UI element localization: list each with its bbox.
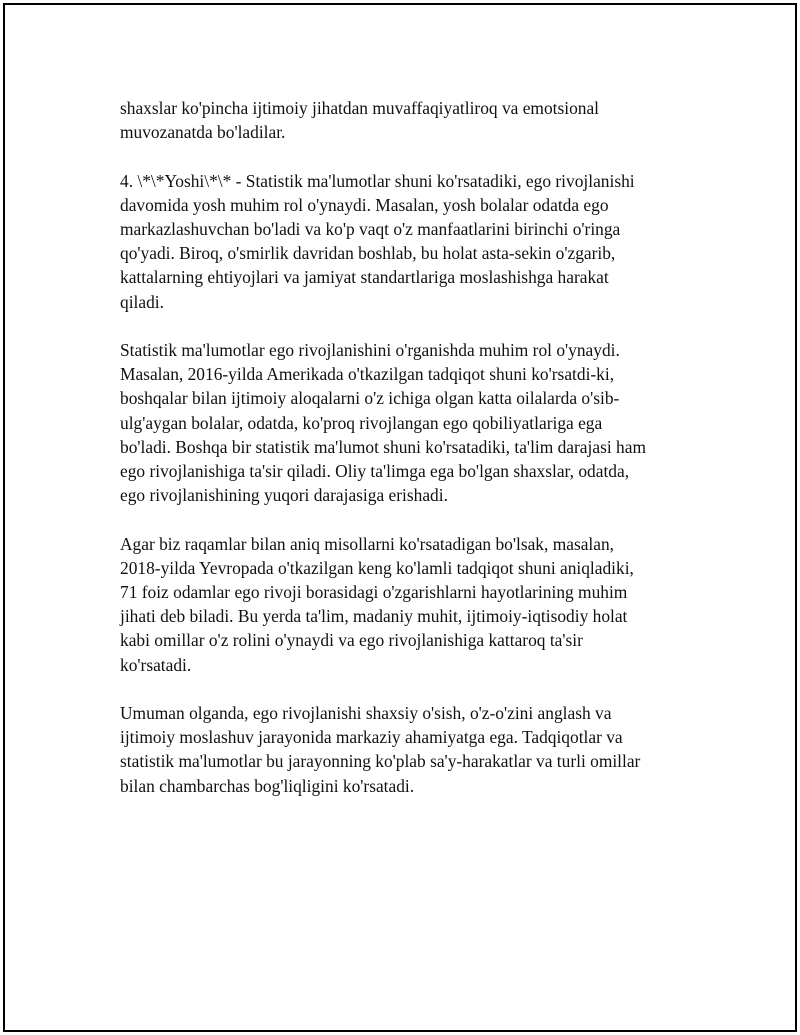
- text-line: ijtimoiy moslashuv jarayonida markaziy ahamiyatga ega. Tadqiqotlar va: [120, 727, 623, 748]
- text-line: qo'yadi. Biroq, o'smirlik davridan boshlab, bu holat asta-sekin o'zgarib,: [120, 243, 616, 264]
- paragraph-statistics: [120, 338, 680, 507]
- text-line: Umuman olganda, ego rivojlanishi shaxsiy o'sish, o'z-o'zini anglash va: [120, 703, 612, 724]
- text-line: markazlashuvchan bo'ladi va ko'p vaqt o'z manfaatlarini birinchi o'ringa: [120, 219, 621, 239]
- paragraph-age-section: [120, 169, 680, 314]
- text-line: Masalan, 2016-yilda Amerikada o'tkazilgan tadqiqot shuni ko'rsatdi-ki,: [120, 364, 615, 385]
- text-line: kabi omillar o'z rolini o'ynaydi va ego rivojlanishiga kattaroq ta'sir: [120, 630, 583, 651]
- text-line: Agar biz raqamlar bilan aniq misollarni ko'rsatadigan bo'lsak, masalan,: [120, 533, 615, 554]
- text-line: davomida yosh muhim rol o'ynaydi. Masalan, yosh bolalar odatda ego: [120, 194, 609, 215]
- text-line: muvozanatda bo'ladilar.: [120, 122, 286, 143]
- text-line: bilan chambarchas bog'liqligini ko'rsatadi.: [120, 775, 415, 796]
- text-line: ego rivojlanishining yuqori darajasiga erishadi.: [120, 485, 448, 506]
- text-line: bo'ladi. Boshqa bir statistik ma'lumot shuni ko'rsatadiki, ta'lim darajasi ham: [120, 436, 646, 457]
- text-line: shaxslar ko'pincha ijtimoiy jihatdan muvaffaqiyatliroq va emotsional: [120, 98, 600, 118]
- text-line: ko'rsatadi.: [120, 654, 192, 675]
- text-line: 4. \*\*Yoshi\*\* - Statistik ma'lumotlar shuni ko'rsatadiki, ego rivojlanishi: [120, 170, 635, 191]
- paragraph-continuation: [120, 96, 680, 144]
- text-line: 2018-yilda Yevropada o'tkazilgan keng ko'lamli tadqiqot shuni aniqladiki,: [120, 557, 634, 578]
- paragraph-conclusion: [120, 701, 680, 798]
- text-line: qiladi.: [120, 291, 164, 312]
- text-line: ulg'aygan bolalar, odatda, ko'proq rivojlangan ego qobiliyatlariga ega: [120, 412, 603, 433]
- document-body: [120, 96, 680, 822]
- text-line: statistik ma'lumotlar bu jarayonning ko'plab sa'y-harakatlar va turli omillar: [120, 751, 641, 772]
- paragraph-examples: [120, 532, 680, 677]
- text-line: 71 foiz odamlar ego rivoji borasidagi o'zgarishlarni hayotlarining muhim: [120, 582, 628, 603]
- text-line: Statistik ma'lumotlar ego rivojlanishini o'rganishda muhim rol o'ynaydi.: [120, 340, 620, 360]
- text-line: jihati deb biladi. Bu yerda ta'lim, madaniy muhit, ijtimoiy-iqtisodiy holat: [120, 606, 628, 627]
- text-line: ego rivojlanishiga ta'sir qiladi. Oliy ta'limga ega bo'lgan shaxslar, odatda,: [120, 461, 630, 482]
- document-page: [3, 3, 797, 1032]
- text-line: boshqalar bilan ijtimoiy aloqalarni o'z ichiga olgan katta oilalarda o'sib-: [120, 388, 620, 409]
- text-line: kattalarning ehtiyojlari va jamiyat standartlariga moslashishga harakat: [120, 267, 609, 288]
